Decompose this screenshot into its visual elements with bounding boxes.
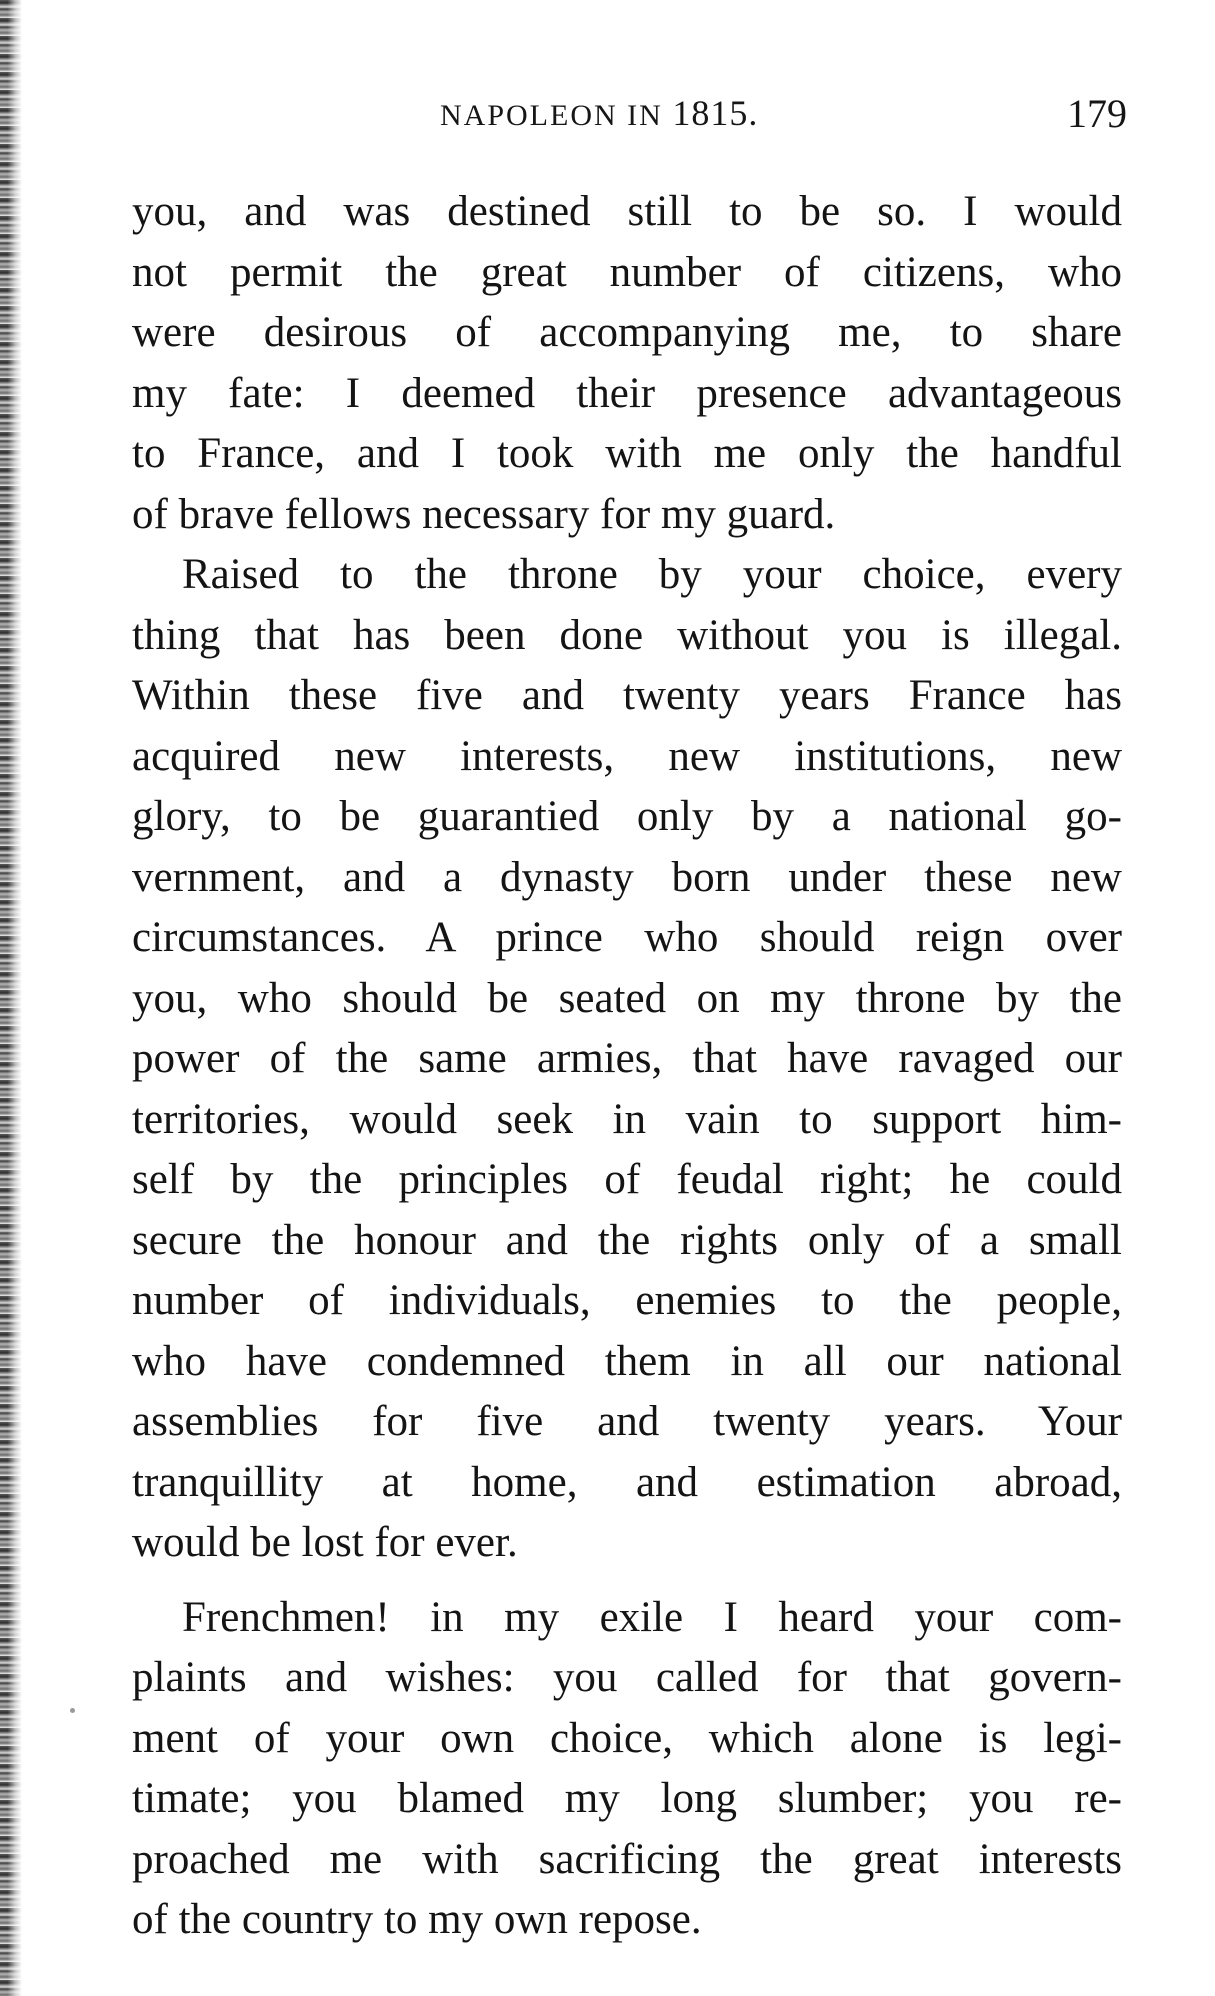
paragraph-1 [132, 182, 1122, 545]
text-line: you, and was destined still to be so. I would [132, 188, 1122, 235]
text-line: secure the honour and the rights only of a small [132, 1216, 1122, 1264]
page-number: 179 [1067, 91, 1127, 136]
ink-speck [70, 1708, 75, 1713]
text-line: assemblies for five and twenty years. Your [132, 1398, 1122, 1445]
text-line: plaints and wishes: you called for that govern- [132, 1654, 1122, 1701]
running-year: 1815. [672, 93, 759, 133]
text-line: ment of your own choice, which alone is legi- [132, 1714, 1122, 1762]
text-line: tranquillity at home, and estimation abroad, [132, 1458, 1122, 1506]
running-title: NAPOLEON IN [440, 99, 663, 132]
text-line: not permit the great number of citizens, who [132, 248, 1122, 296]
text-line: thing that has been done without you is illegal. [132, 611, 1122, 659]
text-line: glory, to be guarantied only by a national go- [132, 793, 1122, 840]
text-line: Raised to the throne by your choice, every [182, 551, 1122, 598]
body-text [132, 182, 1122, 1951]
text-line: of the country to my own repose. [132, 1896, 702, 1943]
text-line: acquired new interests, new institutions, new [132, 732, 1122, 780]
text-line: my fate: I deemed their presence advantageous [132, 369, 1122, 417]
text-line: of brave fellows necessary for my guard. [132, 490, 836, 538]
paragraph-2 [132, 545, 1122, 1574]
running-head [440, 92, 758, 134]
text-line: who have condemned them in all our national [132, 1337, 1122, 1385]
text-line: number of individuals, enemies to the people, [132, 1277, 1122, 1324]
text-line: power of the same armies, that have ravaged our [132, 1035, 1122, 1082]
text-line: were desirous of accompanying me, to share [132, 309, 1122, 356]
text-line: to France, and I took with me only the handful [132, 430, 1122, 477]
text-line: would be lost for ever. [132, 1519, 518, 1566]
text-line: circumstances. A prince who should reign over [132, 914, 1122, 961]
text-line: self by the principles of feudal right; he could [132, 1156, 1122, 1203]
paragraph-3 [132, 1588, 1122, 1951]
text-line: Frenchmen! in my exile I heard your com- [182, 1593, 1122, 1641]
text-line: you, who should be seated on my throne by the [132, 974, 1122, 1022]
text-line: proached me with sacrificing the great interests [132, 1835, 1122, 1883]
text-line: timate; you blamed my long slumber; you re- [132, 1775, 1122, 1822]
text-line: territories, would seek in vain to support him- [132, 1095, 1122, 1143]
text-line: vernment, and a dynasty born under these new [132, 853, 1122, 901]
binding-edge [0, 0, 22, 1996]
text-line: Within these five and twenty years France has [132, 672, 1122, 719]
